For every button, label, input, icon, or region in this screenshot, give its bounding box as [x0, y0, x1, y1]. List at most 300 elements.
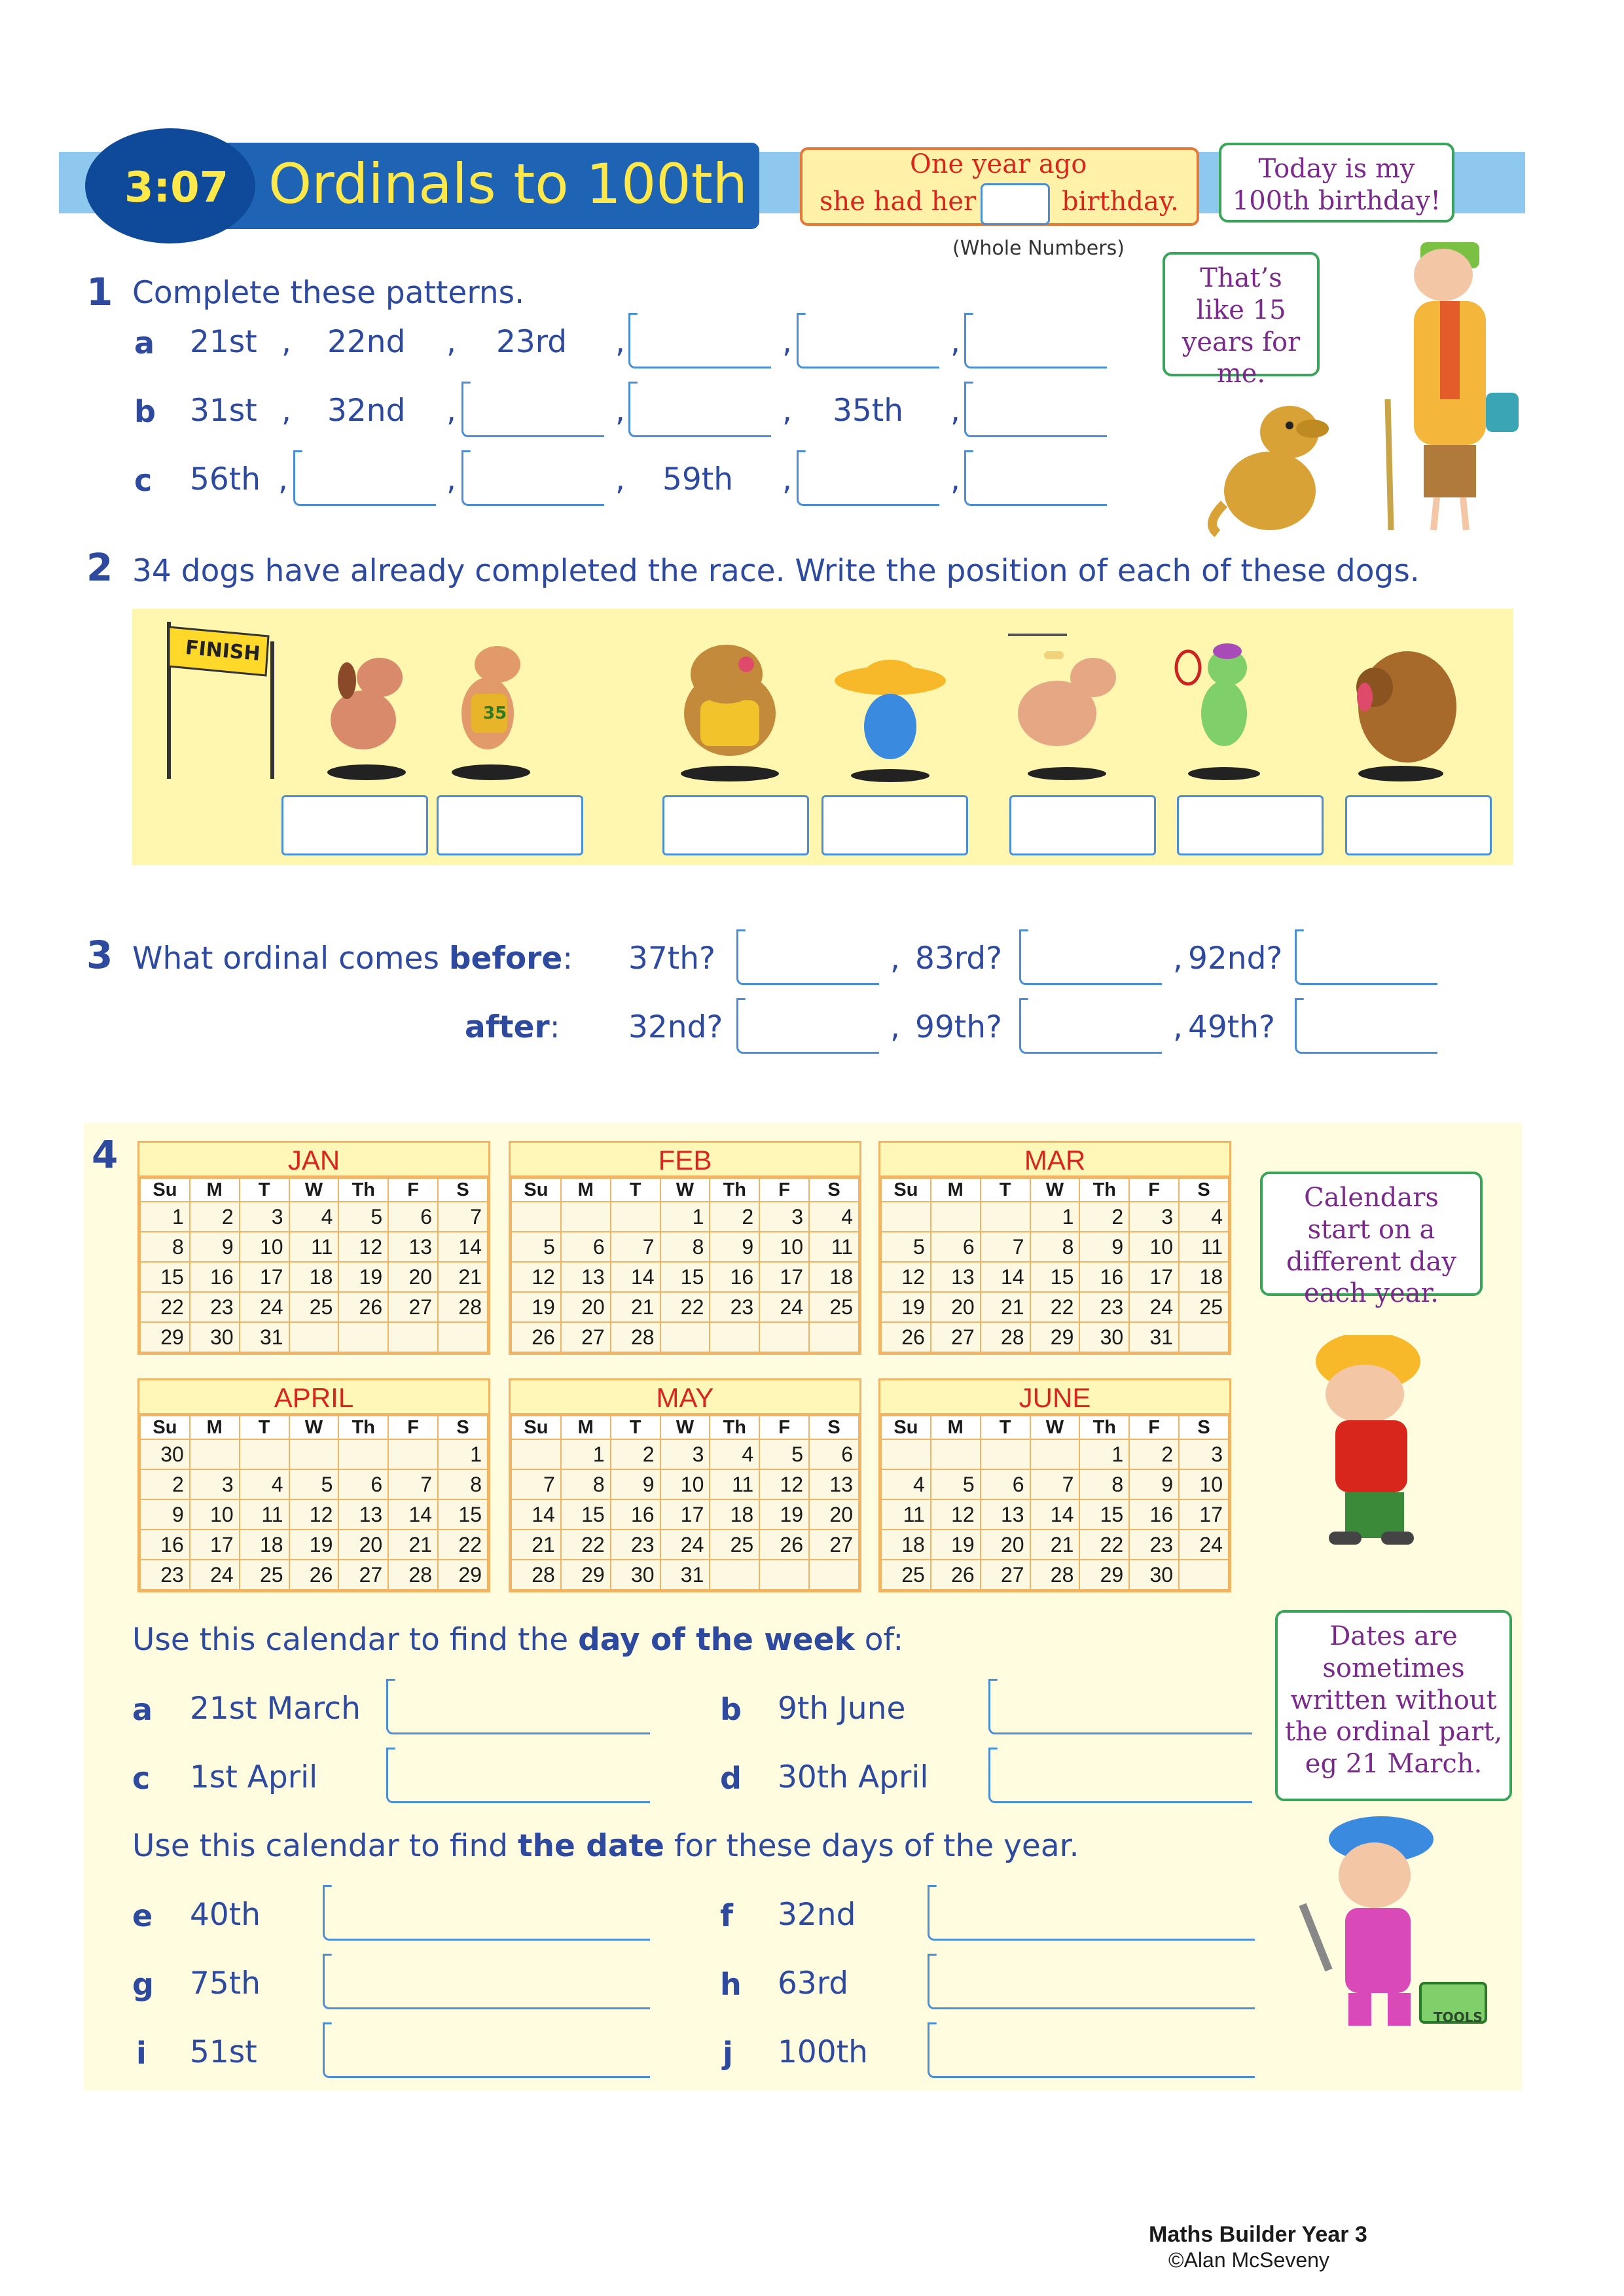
calendar-day-cell: 25 — [240, 1560, 289, 1590]
q4-i-answer[interactable] — [323, 2022, 650, 2078]
calendar-day-cell: 23 — [611, 1530, 660, 1560]
calendar-day-cell: 10 — [240, 1232, 289, 1262]
comma: , — [615, 324, 625, 360]
calendar-day-cell: 18 — [289, 1262, 339, 1292]
q1-c-answer-3[interactable] — [461, 450, 604, 506]
q1-c-answer-5[interactable] — [797, 450, 939, 506]
calendar-day-cell: 23 — [190, 1292, 240, 1322]
calendar-day-cell: 2 — [140, 1469, 190, 1499]
calendar-day-cell: 25 — [710, 1530, 759, 1560]
calendar-day-cell: 21 — [511, 1530, 561, 1560]
calendar-day-cell: 27 — [931, 1322, 981, 1352]
calendar-day-cell: 26 — [881, 1322, 931, 1352]
calendar-day-cell: 10 — [660, 1469, 710, 1499]
grandma-illustration — [1335, 229, 1545, 543]
calendar-day-cell: 9 — [190, 1232, 240, 1262]
calendar-day-cell: 16 — [140, 1530, 190, 1560]
calendar-day-cell: 7 — [438, 1202, 488, 1232]
calendar-day-cell — [931, 1202, 981, 1232]
calendar-day-cell: 26 — [511, 1322, 561, 1352]
calendar-day-cell: 2 — [1129, 1439, 1179, 1469]
q4-b-letter: b — [720, 1692, 742, 1727]
calendar-day-cell: 16 — [611, 1499, 660, 1530]
calendar-day-header: T — [981, 1178, 1030, 1202]
calendar-day-cell: 6 — [981, 1469, 1030, 1499]
q4-h-answer[interactable] — [928, 1954, 1255, 2009]
footer-author: ©Alan McSeveny — [1168, 2248, 1329, 2272]
q4-j-answer[interactable] — [928, 2022, 1255, 2078]
calendar-day-cell — [660, 1322, 710, 1352]
calendar-day-header: M — [931, 1416, 981, 1439]
calendar-day-cell: 23 — [1079, 1292, 1129, 1322]
calendar-day-cell: 10 — [190, 1499, 240, 1530]
calendar-day-header: F — [1129, 1178, 1179, 1202]
calendar-day-cell: 6 — [561, 1232, 611, 1262]
calendar-day-cell: 13 — [981, 1499, 1030, 1530]
q1-b-answer-6[interactable] — [964, 382, 1107, 437]
calendar-day-cell: 20 — [809, 1499, 859, 1530]
calendar-day-cell: 16 — [710, 1262, 759, 1292]
q1-a-answer-5[interactable] — [797, 313, 939, 368]
calendar-day-cell: 29 — [561, 1560, 611, 1590]
q3-before-keyword: before — [448, 941, 563, 977]
calendar-day-cell — [611, 1202, 660, 1232]
calendar-day-cell: 22 — [660, 1292, 710, 1322]
calendar-day-header: Su — [881, 1178, 931, 1202]
calendar-day-cell: 11 — [881, 1499, 931, 1530]
question-4-number: 4 — [92, 1132, 118, 1177]
calendar-day-header: Th — [338, 1178, 388, 1202]
comma: , — [890, 941, 900, 977]
q1-b-answer-3[interactable] — [461, 382, 604, 437]
calendar-day-cell: 21 — [981, 1292, 1030, 1322]
q4-dow-prompt-text: Use this calendar to find the — [132, 1622, 579, 1658]
q3-colon: : — [562, 941, 573, 977]
calendar-day-cell: 30 — [140, 1439, 190, 1469]
calendar-day-cell: 31 — [660, 1560, 710, 1590]
bubble-dates-tip: Dates are sometimes written without the ordinal part, eg 21 March. — [1275, 1610, 1512, 1801]
bubble-dog: That’s like 15 years for me. — [1163, 252, 1320, 376]
calendar-jan — [137, 1141, 490, 1355]
calendar-day-cell: 4 — [1179, 1202, 1229, 1232]
calendar-day-header: Th — [1079, 1178, 1129, 1202]
q4-dow-prompt-end: of: — [854, 1622, 904, 1658]
calendar-day-cell: 7 — [611, 1232, 660, 1262]
calendar-day-header: W — [289, 1178, 339, 1202]
comma: , — [782, 461, 792, 497]
comma: , — [950, 393, 960, 429]
q4-d-label: 30th April — [778, 1759, 929, 1795]
calendar-day-header: T — [611, 1416, 660, 1439]
calendar-day-header: M — [190, 1178, 240, 1202]
q4-date-prompt-text: Use this calendar to find — [132, 1828, 518, 1864]
calendar-day-cell: 27 — [981, 1560, 1030, 1590]
birthday-answer-box[interactable] — [981, 183, 1050, 225]
q4-dow-prompt — [132, 1622, 903, 1658]
calendar-day-cell — [759, 1322, 809, 1352]
calendar-day-cell — [190, 1439, 240, 1469]
calendar-day-cell: 14 — [511, 1499, 561, 1530]
calendar-day-cell: 17 — [240, 1262, 289, 1292]
q3-after-answer-3[interactable] — [1295, 998, 1437, 1054]
calendar-day-cell: 7 — [388, 1469, 438, 1499]
calendar-day-cell: 12 — [511, 1262, 561, 1292]
q4-h-letter: h — [720, 1967, 742, 2002]
calendar-day-cell: 5 — [338, 1202, 388, 1232]
calendar-day-header: M — [561, 1178, 611, 1202]
q1-a-item3: 23rd — [496, 324, 568, 360]
calendar-day-cell: 18 — [881, 1530, 931, 1560]
q1-c-answer-6[interactable] — [964, 450, 1107, 506]
calendar-day-cell: 20 — [931, 1292, 981, 1322]
question-2-number: 2 — [86, 545, 113, 590]
calendar-day-cell: 15 — [1079, 1499, 1129, 1530]
calendar-month-name: MAY — [511, 1380, 859, 1415]
page-title: Ordinals to 100th — [268, 152, 748, 216]
comma: , — [1173, 941, 1183, 977]
calendar-day-cell: 24 — [1129, 1292, 1179, 1322]
calendar-day-cell: 31 — [240, 1322, 289, 1352]
calendar-day-cell — [438, 1322, 488, 1352]
calendar-day-header: F — [759, 1416, 809, 1439]
q4-dow-keyword: day of the week — [578, 1622, 855, 1658]
q1-b-answer-4[interactable] — [628, 382, 771, 437]
calendar-day-cell: 14 — [438, 1232, 488, 1262]
q4-j-label: 100th — [778, 2034, 868, 2070]
calendar-day-cell: 11 — [289, 1232, 339, 1262]
calendar-mar — [878, 1141, 1231, 1355]
calendar-day-cell: 19 — [931, 1530, 981, 1560]
calendar-day-cell: 14 — [611, 1262, 660, 1292]
q1-a-answer-6[interactable] — [964, 313, 1107, 368]
calendar-day-cell: 27 — [809, 1530, 859, 1560]
calendar-day-cell: 23 — [1129, 1530, 1179, 1560]
comma: , — [950, 461, 960, 497]
calendar-day-cell — [881, 1202, 931, 1232]
calendar-month-name: FEB — [511, 1143, 859, 1177]
calendar-day-cell: 9 — [611, 1469, 660, 1499]
calendar-day-cell — [759, 1560, 809, 1590]
calendar-day-cell: 7 — [511, 1469, 561, 1499]
calendar-day-cell: 29 — [1079, 1560, 1129, 1590]
calendar-day-cell: 25 — [289, 1292, 339, 1322]
comma: , — [615, 461, 625, 497]
q3-after-keyword: after — [465, 1009, 550, 1045]
calendar-day-cell: 21 — [388, 1530, 438, 1560]
calendar-day-cell: 25 — [1179, 1292, 1229, 1322]
q1-row-a-letter: a — [134, 325, 155, 361]
calendar-day-header: W — [1030, 1416, 1080, 1439]
dog-7-position-box[interactable] — [1345, 795, 1492, 855]
calendar-day-cell: 1 — [438, 1439, 488, 1469]
calendar-day-cell: 14 — [388, 1499, 438, 1530]
calendar-day-cell: 22 — [561, 1530, 611, 1560]
calendar-day-header: Th — [710, 1416, 759, 1439]
calendar-april — [137, 1378, 490, 1592]
q1-prompt: Complete these patterns. — [132, 275, 525, 311]
calendar-day-cell: 4 — [881, 1469, 931, 1499]
calendar-day-cell: 1 — [1030, 1202, 1080, 1232]
dog-6-illustration — [1165, 628, 1283, 785]
q4-g-answer[interactable] — [323, 1954, 650, 2009]
q4-a-letter: a — [132, 1692, 153, 1727]
calendar-day-header: S — [438, 1178, 488, 1202]
comma: , — [890, 1009, 900, 1045]
calendar-day-header: T — [240, 1416, 289, 1439]
birthday-note-line2b: birthday. — [1062, 187, 1179, 217]
q3-before-item3: 92nd? — [1188, 941, 1283, 977]
calendar-day-cell: 4 — [809, 1202, 859, 1232]
calendar-day-cell — [289, 1439, 339, 1469]
q1-a-answer-4[interactable] — [628, 313, 771, 368]
calendar-day-cell — [511, 1439, 561, 1469]
calendar-day-header: Su — [511, 1178, 561, 1202]
category-label: (Whole Numbers) — [952, 237, 1125, 260]
calendar-day-cell: 15 — [1030, 1262, 1080, 1292]
q3-before-answer-1[interactable] — [736, 929, 879, 985]
calendar-day-cell — [1179, 1560, 1229, 1590]
calendar-day-cell: 26 — [931, 1560, 981, 1590]
q1-row-c-letter: c — [134, 463, 153, 498]
calendar-day-header: S — [1179, 1178, 1229, 1202]
calendar-day-cell — [289, 1322, 339, 1352]
q4-f-letter: f — [720, 1898, 734, 1933]
q3-after-answer-2[interactable] — [1019, 998, 1162, 1054]
calendar-day-cell: 18 — [809, 1262, 859, 1292]
q1-b-item2: 32nd — [327, 393, 406, 429]
calendar-day-cell: 14 — [981, 1262, 1030, 1292]
comma: , — [950, 324, 960, 360]
calendar-day-cell: 15 — [660, 1262, 710, 1292]
q4-a-answer[interactable] — [386, 1679, 650, 1734]
q4-d-answer[interactable] — [988, 1748, 1252, 1803]
calendar-day-cell: 9 — [140, 1499, 190, 1530]
q1-b-item1: 31st — [190, 393, 257, 429]
calendar-day-cell: 3 — [1179, 1439, 1229, 1469]
calendar-day-cell: 12 — [931, 1499, 981, 1530]
calendar-day-cell: 14 — [1030, 1499, 1080, 1530]
calendar-month-name: MAR — [880, 1143, 1229, 1177]
calendar-day-cell: 9 — [1079, 1232, 1129, 1262]
bubble-lady: Today is my 100th birthday! — [1219, 143, 1454, 223]
comma: , — [446, 393, 456, 429]
q3-before-answer-3[interactable] — [1295, 929, 1437, 985]
calendar-day-cell: 8 — [1079, 1469, 1129, 1499]
calendar-day-header: Su — [140, 1416, 190, 1439]
calendar-day-cell: 13 — [388, 1232, 438, 1262]
calendar-day-header: W — [289, 1416, 339, 1439]
girl-with-spanner-illustration — [1283, 1813, 1499, 2042]
calendar-day-cell: 11 — [1179, 1232, 1229, 1262]
comma: , — [446, 461, 456, 497]
calendar-day-header: Th — [710, 1178, 759, 1202]
calendar-day-cell: 12 — [338, 1232, 388, 1262]
q3-prompt-before — [132, 941, 573, 977]
calendar-day-cell: 8 — [1030, 1232, 1080, 1262]
q1-b-item5: 35th — [833, 393, 904, 429]
comma: , — [782, 324, 792, 360]
calendar-day-cell: 5 — [931, 1469, 981, 1499]
dog-2-position-box[interactable] — [437, 795, 583, 855]
q4-c-answer[interactable] — [386, 1748, 650, 1803]
calendar-day-cell: 29 — [140, 1322, 190, 1352]
calendar-day-header: Su — [511, 1416, 561, 1439]
calendar-day-cell — [388, 1322, 438, 1352]
calendar-day-cell: 26 — [289, 1560, 339, 1590]
calendar-day-cell — [809, 1560, 859, 1590]
calendar-day-cell: 4 — [289, 1202, 339, 1232]
calendar-day-cell: 24 — [1179, 1530, 1229, 1560]
calendar-day-cell: 30 — [1129, 1560, 1179, 1590]
comma: , — [615, 393, 625, 429]
calendar-day-cell — [981, 1439, 1030, 1469]
comma: , — [1173, 1009, 1183, 1045]
calendar-day-header: W — [1030, 1178, 1080, 1202]
dog-5-illustration — [995, 622, 1146, 785]
calendar-day-header: S — [809, 1178, 859, 1202]
calendar-day-cell — [1030, 1439, 1080, 1469]
q3-after-item3: 49th? — [1188, 1009, 1275, 1045]
calendar-day-cell: 17 — [759, 1262, 809, 1292]
calendar-day-cell: 27 — [561, 1322, 611, 1352]
q3-before-answer-2[interactable] — [1019, 929, 1162, 985]
calendar-day-header: Th — [338, 1416, 388, 1439]
q4-i-letter: i — [136, 2036, 147, 2071]
question-3-number: 3 — [86, 933, 113, 977]
q4-j-letter: j — [723, 2036, 733, 2071]
calendar-day-cell: 8 — [561, 1469, 611, 1499]
calendar-day-cell: 19 — [511, 1292, 561, 1322]
q3-prompt-text: What ordinal comes — [132, 941, 449, 977]
comma: , — [281, 324, 291, 360]
calendar-day-cell: 3 — [240, 1202, 289, 1232]
q3-after-item2: 99th? — [915, 1009, 1002, 1045]
calendar-day-cell: 21 — [438, 1262, 488, 1292]
q4-b-label: 9th June — [778, 1691, 906, 1727]
q3-after-item1: 32nd? — [628, 1009, 723, 1045]
dog-4-position-box[interactable] — [821, 795, 968, 855]
calendar-day-cell: 16 — [190, 1262, 240, 1292]
calendar-day-cell: 18 — [240, 1530, 289, 1560]
calendar-day-cell: 28 — [388, 1560, 438, 1590]
calendar-day-cell: 1 — [561, 1439, 611, 1469]
q1-c-item1: 56th — [190, 461, 261, 497]
calendar-day-cell: 23 — [710, 1292, 759, 1322]
calendar-day-cell: 28 — [511, 1560, 561, 1590]
calendar-day-cell: 6 — [931, 1232, 981, 1262]
q1-c-item4: 59th — [662, 461, 734, 497]
calendar-day-cell: 2 — [611, 1439, 660, 1469]
calendar-day-cell: 28 — [1030, 1560, 1080, 1590]
calendar-day-cell: 24 — [190, 1560, 240, 1590]
calendar-day-cell — [338, 1322, 388, 1352]
q4-a-label: 21st March — [190, 1691, 361, 1727]
q4-e-letter: e — [132, 1898, 153, 1933]
footer-book-title: Maths Builder Year 3 — [1149, 2222, 1367, 2247]
q3-after-answer-1[interactable] — [736, 998, 879, 1054]
q4-d-letter: d — [720, 1761, 742, 1796]
calendar-day-cell — [881, 1439, 931, 1469]
calendar-june — [878, 1378, 1231, 1592]
calendar-day-cell: 10 — [1179, 1469, 1229, 1499]
calendar-feb — [509, 1141, 861, 1355]
calendar-day-cell: 30 — [1079, 1322, 1129, 1352]
q1-row-b-letter: b — [134, 394, 156, 429]
calendar-day-cell: 1 — [1079, 1439, 1129, 1469]
calendar-day-cell: 20 — [561, 1292, 611, 1322]
calendar-day-cell: 5 — [759, 1439, 809, 1469]
calendar-day-cell — [931, 1439, 981, 1469]
dog-5-position-box[interactable] — [1009, 795, 1156, 855]
calendar-may — [509, 1378, 861, 1592]
calendar-day-cell — [1179, 1322, 1229, 1352]
calendar-day-cell: 19 — [338, 1262, 388, 1292]
calendar-day-cell: 25 — [809, 1292, 859, 1322]
q4-i-label: 51st — [190, 2034, 257, 2070]
q4-b-answer[interactable] — [988, 1679, 1252, 1734]
calendar-day-cell: 3 — [759, 1202, 809, 1232]
calendar-day-cell: 22 — [1079, 1530, 1129, 1560]
calendar-day-cell: 11 — [240, 1499, 289, 1530]
calendar-day-cell: 7 — [1030, 1469, 1080, 1499]
calendar-day-cell: 5 — [881, 1232, 931, 1262]
calendar-day-cell: 29 — [438, 1560, 488, 1590]
calendar-day-header: F — [759, 1178, 809, 1202]
finish-sign-text: FINISH — [184, 636, 261, 666]
q4-e-answer[interactable] — [323, 1885, 650, 1941]
calendar-day-cell: 11 — [809, 1232, 859, 1262]
calendar-day-cell: 3 — [660, 1439, 710, 1469]
dog-shirt-number: 35 — [483, 704, 507, 723]
calendar-day-header: M — [931, 1178, 981, 1202]
calendar-day-cell — [561, 1202, 611, 1232]
calendar-day-cell: 28 — [438, 1292, 488, 1322]
dog-6-position-box[interactable] — [1177, 795, 1324, 855]
calendar-day-cell — [388, 1439, 438, 1469]
calendar-day-cell: 2 — [1079, 1202, 1129, 1232]
dog-1-position-box[interactable] — [281, 795, 428, 855]
calendar-day-cell: 13 — [931, 1262, 981, 1292]
q4-date-prompt-end: for these days of the year. — [664, 1828, 1079, 1864]
q4-f-answer[interactable] — [928, 1885, 1255, 1941]
q4-c-label: 1st April — [190, 1759, 318, 1795]
dog-7-illustration — [1335, 628, 1466, 785]
question-1-number: 1 — [86, 270, 113, 314]
q3-colon: : — [549, 1009, 560, 1045]
calendar-day-header: M — [561, 1416, 611, 1439]
calendar-day-cell: 26 — [759, 1530, 809, 1560]
calendar-day-header: W — [660, 1416, 710, 1439]
calendar-day-cell: 29 — [1030, 1322, 1080, 1352]
dog-illustration — [1198, 393, 1348, 543]
calendar-day-header: Su — [140, 1178, 190, 1202]
calendar-day-cell: 27 — [338, 1560, 388, 1590]
calendar-day-cell: 31 — [1129, 1322, 1179, 1352]
calendar-day-header: T — [611, 1178, 660, 1202]
calendar-day-cell: 24 — [759, 1292, 809, 1322]
calendar-day-cell: 12 — [289, 1499, 339, 1530]
calendar-day-cell: 24 — [660, 1530, 710, 1560]
calendar-day-cell: 15 — [561, 1499, 611, 1530]
calendar-day-cell: 30 — [190, 1322, 240, 1352]
q1-c-answer-2[interactable] — [293, 450, 436, 506]
calendar-day-cell: 19 — [289, 1530, 339, 1560]
q4-date-prompt — [132, 1828, 1079, 1864]
q2-prompt: 34 dogs have already completed the race. Write the position of each of these dogs. — [132, 553, 1420, 589]
dog-3-position-box[interactable] — [662, 795, 809, 855]
dog-3-illustration — [655, 628, 805, 785]
calendar-day-cell: 20 — [981, 1530, 1030, 1560]
